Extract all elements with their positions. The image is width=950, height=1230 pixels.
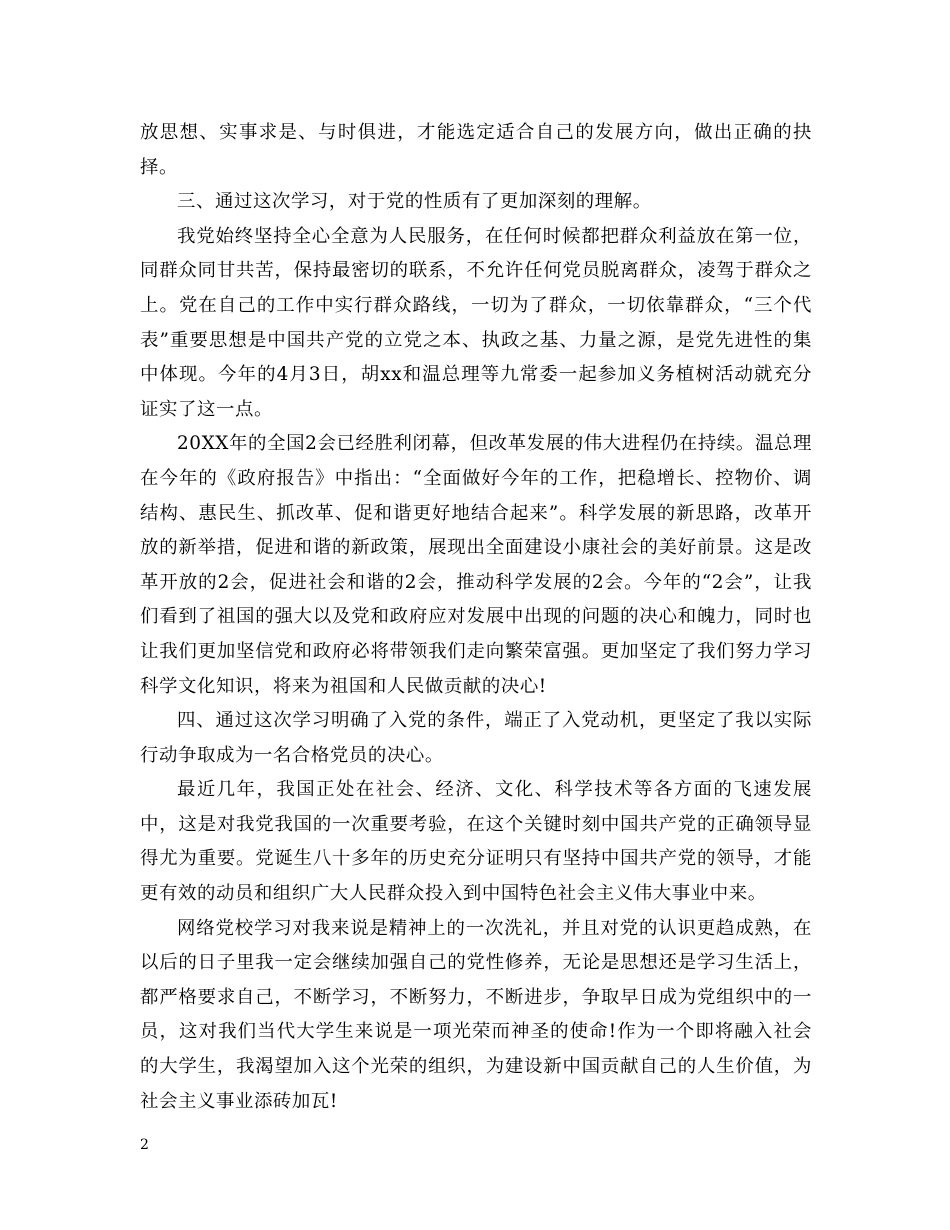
section-heading-three: 三、通过这次学习，对于党的性质有了更加深刻的理解。 [177, 191, 652, 213]
document-body [140, 116, 812, 1119]
page-number: 2 [140, 1137, 149, 1153]
paragraph: 网络党校学习对我来说是精神上的一次洗礼，并且对党的认识更趋成熟，在以后的日子里我一定会继续加强自己的党性修养，无论是思想还是学习生活上，都严格要求自己，不断学习，不断努力，不断进步，争取早日成为党组织中的一员，这对我们当代大学生来说是一项光荣而神圣的使命!作为一个即将融入社会的大学生，我渴望加入这个光荣的组织，为建设新中国贡献自己的人生价值，为社会主义事业添砖加瓦! [140, 917, 812, 1112]
paragraph-continuation: 放思想、实事求是、与时俱进，才能选定适合自己的发展方向，做出正确的抉择。 [140, 122, 812, 178]
paragraph: 我党始终坚持全心全意为人民服务，在任何时候都把群众利益放在第一位，同群众同甘共苦，保持最密切的联系，不允许任何党员脱离群众，凌驾于群众之上。党在自己的工作中实行群众路线，一切为了群众，一切依靠群众，“三个代表”重要思想是中国共产党的立党之本、执政之基、力量之源，是党先进性的集中体现。今年的4月3日，胡xx和温总理等九常委一起参加义务植树活动就充分证实了这一点。 [140, 225, 812, 420]
paragraph: 20XX年的全国2会已经胜利闭幕，但改革发展的伟大进程仍在持续。温总理在今年的《政府报告》中指出：“全面做好今年的工作，把稳增长、控物价、调结构、惠民生、抓改革、促和谐更好地结合起来”。科学发展的新思路，改革开放的新举措，促进和谐的新政策，展现出全面建设小康社会的美好前景。这是改革开放的2会，促进社会和谐的2会，推动科学发展的2会。今年的“2会”，让我们看到了祖国的强大以及党和政府应对发展中出现的问题的决心和魄力，同时也让我们更加坚信党和政府必将带领我们走向繁荣富强。更加坚定了我们努力学习科学文化知识，将来为祖国和人民做贡献的决心! [140, 433, 812, 697]
paragraph: 最近几年，我国正处在社会、经济、文化、科学技术等各方面的飞速发展中，这是对我党我国的一次重要考验，在这个关键时刻中国共产党的正确领导显得尤为重要。党诞生八十多年的历史充分证明只有坚持中国共产党的领导，才能更有效的动员和组织广大人民群众投入到中国特色社会主义伟大事业中来。 [140, 779, 812, 905]
section-heading-four: 四、通过这次学习明确了入党的条件，端正了入党动机，更坚定了我以实际行动争取成为一名合格党员的决心。 [140, 710, 812, 766]
